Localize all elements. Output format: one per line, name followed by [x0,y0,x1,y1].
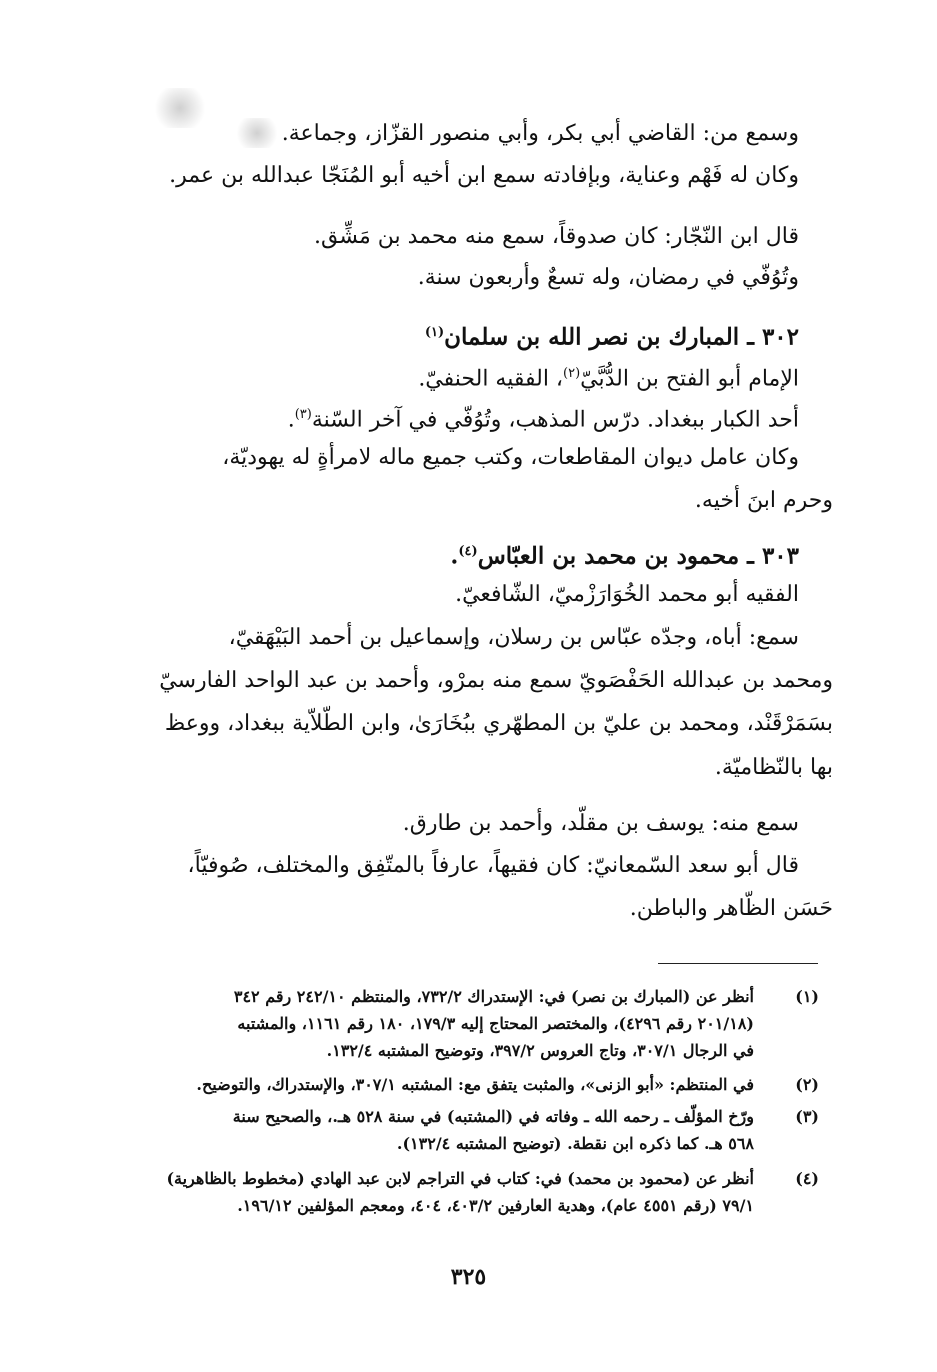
footnote-line: (٢٠١/١٨ رقم ٤٢٩٦)، والمختصر المحتاج إليه ١٧٩/٣، ١٨٠ رقم ١١٦١، والمشتبه [237,1014,754,1033]
text-line [288,395,799,440]
text-run: . [450,542,459,570]
text-line: وحرم ابنَ أخيه. [694,488,833,513]
page-number: ٣٢٥ [450,1264,487,1290]
entry-heading-303 [450,532,799,577]
footnote-ref: (٤) [458,544,478,559]
text-line: قال أبو سعد السّمعانيّ: كان فقيهاً، عارفاً بالمتّفِق والمختلف، صُوفيّاً، [187,853,799,878]
entry-heading-text: ٣٠٢ ـ المبارك بن نصر الله بن سلمان [444,323,799,351]
text-line: وتُوُفّي في رمضان، وله تسعٌ وأربعون سنة. [417,265,799,290]
entry-heading-302 [425,313,799,358]
footnote-separator [658,963,818,964]
text-line: وسمع من: القاضي أبي بكر، وأبي منصور القزّاز، وجماعة. [281,121,799,146]
footnote-number: (١) [795,987,819,1006]
text-line: بسَمَرْقَنْد، ومحمد بن عليّ بن المطهّري ببُخَارَىٰ، وابن الطّلاّية ببغداد، ووعظ [164,711,833,736]
text-line: الفقيه أبو محمد الخُوَارَزْميّ، الشّافعيّ. [455,582,799,607]
footnote-number: (٢) [795,1075,819,1094]
text-line: سمع منه: يوسف بن مقلّد، وأحمد بن طارق. [402,811,799,836]
footnote-ref: (٣) [294,407,312,422]
text-run: . [287,407,295,433]
footnote-ref: (٢) [563,366,581,381]
footnote-line: ٧٩/١ (رقم ٤٥٥١ عام)، وهدية العارفين ٤٠٣/٢، ٤٠٤، ومعجم المؤلفين ١٩٦/١٢. [237,1196,754,1215]
text-line: ومحمد بن عبدالله الحَفْصَويّ سمع منه بمرْو، وأحمد بن عبد الواحد الفارسيّ [159,668,833,693]
text-run: الإمام أبو الفتح بن الدُّبَّيّ [580,366,799,392]
scan-speck [232,118,282,148]
footnote-line: أنظر عن (محمود بن محمد) في: كتاب في التراجم لابن عبد الهادي (مخطوط بالظاهرية) [166,1169,754,1188]
footnote-number: (٣) [795,1107,819,1126]
footnote-line: ورّخ المؤلّف ـ رحمه الله ـ وفاته في (المشتبه) في سنة ٥٢٨ هـ.، والصحيح سنة [232,1107,754,1126]
footnote-line: في المنتظم: «أبو الزنى»، والمثبت يتفق مع: المشتبه ٣٠٧/١، والإستدراك، والتوضيح. [196,1075,754,1094]
text-line: بها بالنّظاميّة. [714,755,833,780]
footnote-ref: (١) [424,325,445,340]
text-run: ، الفقيه الحنفيّ. [418,366,564,392]
text-line: وكان له فَهْم وعناية، وبإفادته سمع ابن أخيه أبو المُنَجّا عبدالله بن عمر. [169,163,799,188]
footnote-line: أنظر عن (المبارك بن نصر) في: الإستدراك ٧٣٢/٢، والمنتظم ٢٤٢/١٠ رقم ٣٤٢ [233,987,754,1006]
text-run: أحد الكبار ببغداد. درّس المذهب، وتُوُفّي في آخر السّنة [311,407,799,433]
text-line: قال ابن النّجّار: كان صدوقاً، سمع منه محمد بن مَشِّق. [314,224,799,249]
footnote-line: في الرجال ٣٠٧/١، وتاج العروس ٣٩٧/٢، وتوضيح المشتبه ١٣٢/٤. [326,1041,754,1060]
footnote-number: (٤) [795,1169,819,1188]
text-line: سمع: أباه، وجدّه عبّاس بن رسلان، وإسماعيل بن أحمد البَيْهَقيّ، [228,625,799,650]
text-line: حَسَن الظّاهر والباطن. [629,896,833,921]
footnote-line: ٥٦٨ هـ. كما ذكره ابن نقطة. (توضيح المشتبه ١٣٢/٤). [396,1134,754,1153]
entry-heading-text: ٣٠٣ ـ محمود بن محمد بن العبّاس [477,542,799,570]
text-line [418,354,799,399]
text-line: وكان عامل ديوان المقاطعات، وكتب جميع ماله لامرأةٍ له يهوديّة، [222,445,799,470]
scan-speck [150,88,210,128]
